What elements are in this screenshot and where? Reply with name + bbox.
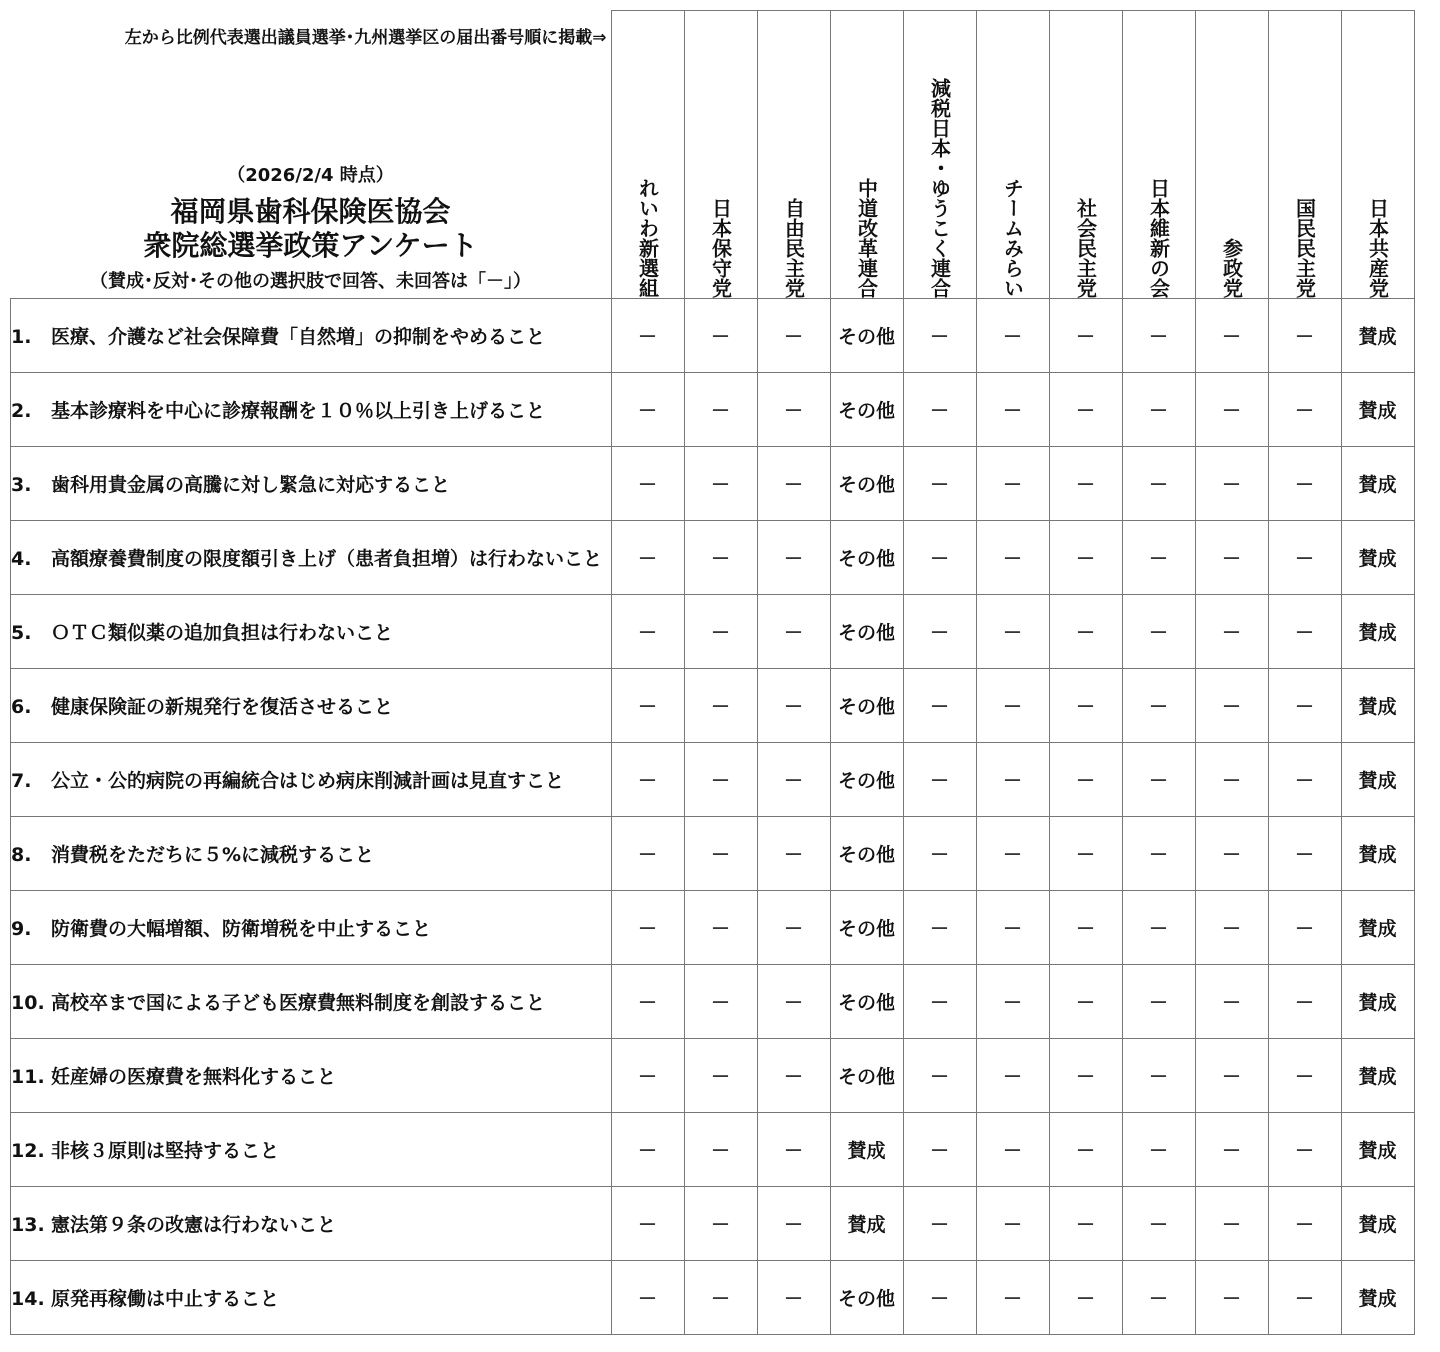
table-row (11, 1187, 1415, 1261)
answer-cell: － (1122, 965, 1195, 1039)
party-name: 国民民主党 (1292, 198, 1317, 298)
party-name: チームみらい (1000, 178, 1025, 298)
answer-cell: － (611, 1039, 684, 1113)
answer-cell: － (976, 1113, 1049, 1187)
answer-cell: － (903, 1187, 976, 1261)
question-cell (11, 1187, 612, 1261)
party-header (684, 11, 757, 299)
party-name: 社会民主党 (1073, 198, 1098, 298)
question-text: ＯＴＣ類似薬の追加負担は行わないこと (51, 622, 394, 644)
answer-cell: － (757, 1113, 830, 1187)
survey-table (10, 10, 1415, 1335)
answer-cell: － (1122, 447, 1195, 521)
answer-cell: － (1268, 447, 1341, 521)
party-name: 自由民主党 (781, 198, 806, 298)
answer-cell: － (1049, 595, 1122, 669)
question-cell (11, 743, 612, 817)
question-rows (11, 299, 1415, 1335)
answer-cell: － (757, 1039, 830, 1113)
answer-cell: － (1049, 891, 1122, 965)
question-number: 1. (11, 326, 32, 348)
answer-cell: － (684, 1039, 757, 1113)
answer-cell: 賛成 (1341, 669, 1414, 743)
title-cell (11, 11, 612, 299)
question-text: 医療、介護など社会保障費「自然増」の抑制をやめること (51, 326, 546, 348)
answer-cell: － (903, 1113, 976, 1187)
answer-cell: － (1122, 743, 1195, 817)
answer-cell: － (1049, 743, 1122, 817)
answer-cell: － (976, 965, 1049, 1039)
answer-cell: － (684, 373, 757, 447)
answer-cell: － (1268, 669, 1341, 743)
answer-cell: その他 (830, 1261, 903, 1335)
question-cell (11, 1039, 612, 1113)
table-row (11, 743, 1415, 817)
answer-cell: － (1268, 965, 1341, 1039)
question-cell (11, 1261, 612, 1335)
answer-cell: － (1122, 669, 1195, 743)
question-number: 6. (11, 696, 32, 718)
answer-cell: － (903, 1039, 976, 1113)
question-text: 公立・公的病院の再編統合はじめ病床削減計画は見直すこと (51, 770, 565, 792)
answer-cell: 賛成 (830, 1113, 903, 1187)
party-name: 日本共産党 (1365, 198, 1390, 298)
answer-cell: － (903, 299, 976, 373)
question-cell (11, 595, 612, 669)
answer-cell: － (903, 669, 976, 743)
answer-cell: － (976, 1039, 1049, 1113)
answer-cell: － (1195, 299, 1268, 373)
answer-cell: 賛成 (1341, 891, 1414, 965)
answer-cell: － (611, 447, 684, 521)
order-note: 左から比例代表選出議員選挙･九州選挙区の届出番号順に掲載⇒ (124, 27, 607, 48)
party-header (757, 11, 830, 299)
page-subtitle: 衆院総選挙政策アンケート (143, 228, 478, 262)
answer-cell: 賛成 (1341, 965, 1414, 1039)
answer-cell: － (1122, 373, 1195, 447)
answer-cell: － (1122, 1113, 1195, 1187)
question-number: 8. (11, 844, 32, 866)
answer-cell: － (1049, 817, 1122, 891)
answer-cell: － (1122, 1187, 1195, 1261)
answer-cell: その他 (830, 299, 903, 373)
question-number: 11. (11, 1066, 45, 1088)
answer-cell: 賛成 (830, 1187, 903, 1261)
answer-cell: － (757, 965, 830, 1039)
answer-cell: － (684, 669, 757, 743)
party-name: 日本維新の会 (1146, 178, 1171, 298)
answer-cell: その他 (830, 669, 903, 743)
question-number: 13. (11, 1214, 45, 1236)
question-text: 非核３原則は堅持すること (51, 1140, 280, 1162)
answer-cell: － (903, 743, 976, 817)
question-text: 憲法第９条の改憲は行わないこと (51, 1214, 337, 1236)
table-row (11, 1113, 1415, 1187)
question-text: 妊産婦の医療費を無料化すること (51, 1066, 337, 1088)
answer-cell: － (684, 299, 757, 373)
party-name: れいわ新選組 (635, 178, 660, 298)
answer-cell: － (757, 669, 830, 743)
answer-cell: － (976, 743, 1049, 817)
header-row (11, 11, 1415, 299)
answer-cell: 賛成 (1341, 1113, 1414, 1187)
answer-cell: － (757, 595, 830, 669)
table-row (11, 1261, 1415, 1335)
question-number: 5. (11, 622, 32, 644)
answer-cell: － (903, 595, 976, 669)
question-number: 12. (11, 1140, 45, 1162)
answer-cell: － (1268, 817, 1341, 891)
answer-cell: － (1049, 1187, 1122, 1261)
answer-cell: － (1195, 373, 1268, 447)
answer-cell: － (903, 965, 976, 1039)
answer-cell: － (1268, 1187, 1341, 1261)
answer-cell: － (684, 595, 757, 669)
answer-cell: － (1195, 595, 1268, 669)
party-header (976, 11, 1049, 299)
answer-cell: － (1268, 595, 1341, 669)
answer-cell: － (1268, 743, 1341, 817)
answer-cell: － (1268, 891, 1341, 965)
answer-cell: － (611, 299, 684, 373)
answer-cell: － (1195, 891, 1268, 965)
answer-cell: その他 (830, 743, 903, 817)
answer-cell: － (1049, 299, 1122, 373)
answer-cell: － (611, 965, 684, 1039)
answer-cell: － (903, 817, 976, 891)
answer-cell: 賛成 (1341, 373, 1414, 447)
question-number: 4. (11, 548, 32, 570)
answer-cell: － (611, 891, 684, 965)
answer-cell: その他 (830, 595, 903, 669)
answer-cell: － (976, 447, 1049, 521)
answer-cell: － (976, 373, 1049, 447)
answer-cell: － (1122, 521, 1195, 595)
answer-cell: － (757, 521, 830, 595)
answer-cell: － (1195, 1113, 1268, 1187)
answer-cell: － (684, 965, 757, 1039)
question-number: 9. (11, 918, 32, 940)
answer-cell: － (1195, 669, 1268, 743)
answer-cell: － (1268, 1039, 1341, 1113)
table-row (11, 965, 1415, 1039)
answer-cell: その他 (830, 891, 903, 965)
answer-cell: － (1268, 521, 1341, 595)
answer-cell: － (1195, 817, 1268, 891)
question-text: 高額療養費制度の限度額引き上げ（患者負担増）は行わないこと (51, 548, 603, 570)
question-text: 基本診療料を中心に診療報酬を１０％以上引き上げること (51, 400, 546, 422)
answer-cell: － (976, 891, 1049, 965)
question-text: 防衛費の大幅増額、防衛増税を中止すること (51, 918, 432, 940)
answer-cell: － (611, 669, 684, 743)
answer-cell: － (611, 373, 684, 447)
answer-cell: － (684, 521, 757, 595)
question-cell (11, 817, 612, 891)
question-number: 10. (11, 992, 45, 1014)
answer-cell: － (1049, 521, 1122, 595)
party-name: 日本保守党 (708, 198, 733, 298)
answer-cell: その他 (830, 521, 903, 595)
answer-cell: 賛成 (1341, 595, 1414, 669)
answer-cell: － (976, 595, 1049, 669)
party-header (1195, 11, 1268, 299)
party-name: 参政党 (1219, 238, 1244, 298)
answer-cell: 賛成 (1341, 817, 1414, 891)
answer-cell: 賛成 (1341, 1187, 1414, 1261)
answer-note: （賛成･反対･その他の選択肢で回答、未回答は「－」） (90, 270, 531, 292)
answer-cell: － (757, 817, 830, 891)
answer-cell: － (903, 447, 976, 521)
question-cell (11, 521, 612, 595)
answer-cell: － (684, 1187, 757, 1261)
answer-cell: － (611, 743, 684, 817)
question-text: 健康保険証の新規発行を復活させること (51, 696, 394, 718)
table-row (11, 669, 1415, 743)
answer-cell: その他 (830, 373, 903, 447)
party-header (1122, 11, 1195, 299)
answer-cell: － (1049, 669, 1122, 743)
answer-cell: － (976, 817, 1049, 891)
answer-cell: － (1195, 1187, 1268, 1261)
answer-cell: － (976, 1261, 1049, 1335)
answer-cell: － (903, 521, 976, 595)
table-row (11, 595, 1415, 669)
party-name: 減税日本・ゆうこく連合 (927, 78, 952, 298)
title-block (11, 161, 611, 293)
answer-cell: － (1268, 1113, 1341, 1187)
answer-cell: － (976, 669, 1049, 743)
answer-cell: － (684, 1113, 757, 1187)
answer-cell: － (1049, 965, 1122, 1039)
as-of-date: （2026/2/4 時点） (227, 164, 394, 186)
answer-cell: － (1049, 1113, 1122, 1187)
answer-cell: － (1122, 1261, 1195, 1335)
answer-cell: － (1195, 1261, 1268, 1335)
answer-cell: 賛成 (1341, 521, 1414, 595)
answer-cell: － (757, 299, 830, 373)
table-row (11, 521, 1415, 595)
answer-cell: － (1122, 891, 1195, 965)
answer-cell: － (611, 1113, 684, 1187)
answer-cell: － (684, 891, 757, 965)
answer-cell: － (1049, 1039, 1122, 1113)
question-cell (11, 669, 612, 743)
answer-cell: － (1049, 373, 1122, 447)
answer-cell: － (684, 1261, 757, 1335)
answer-cell: － (1049, 1261, 1122, 1335)
question-text: 消費税をただちに５%に減税すること (51, 844, 375, 866)
table-row (11, 447, 1415, 521)
party-header (830, 11, 903, 299)
answer-cell: － (903, 1261, 976, 1335)
question-number: 3. (11, 474, 32, 496)
party-header (1049, 11, 1122, 299)
answer-cell: － (611, 521, 684, 595)
question-number: 2. (11, 400, 32, 422)
answer-cell: 賛成 (1341, 447, 1414, 521)
question-cell (11, 299, 612, 373)
answer-cell: － (611, 1187, 684, 1261)
answer-cell: － (757, 373, 830, 447)
answer-cell: 賛成 (1341, 1261, 1414, 1335)
answer-cell: － (1268, 299, 1341, 373)
answer-cell: － (757, 1261, 830, 1335)
table-row (11, 1039, 1415, 1113)
answer-cell: － (684, 743, 757, 817)
page-title: 福岡県歯科保険医協会 (170, 194, 451, 228)
answer-cell: 賛成 (1341, 743, 1414, 817)
table-row (11, 299, 1415, 373)
answer-cell: － (1122, 299, 1195, 373)
answer-cell: その他 (830, 447, 903, 521)
answer-cell: 賛成 (1341, 299, 1414, 373)
question-cell (11, 891, 612, 965)
answer-cell: － (976, 1187, 1049, 1261)
question-text: 高校卒まで国による子ども医療費無料制度を創設すること (51, 992, 546, 1014)
answer-cell: － (757, 447, 830, 521)
answer-cell: － (757, 743, 830, 817)
answer-cell: － (1195, 521, 1268, 595)
question-cell (11, 447, 612, 521)
question-number: 14. (11, 1288, 45, 1310)
answer-cell: － (611, 817, 684, 891)
question-cell (11, 373, 612, 447)
answer-cell: － (684, 447, 757, 521)
party-name: 中道改革連合 (854, 178, 879, 298)
answer-cell: － (757, 1187, 830, 1261)
answer-cell: － (1268, 373, 1341, 447)
answer-cell: － (757, 891, 830, 965)
answer-cell: － (611, 595, 684, 669)
answer-cell: － (1122, 595, 1195, 669)
answer-cell: － (1195, 1039, 1268, 1113)
answer-cell: その他 (830, 965, 903, 1039)
answer-cell: － (903, 373, 976, 447)
table-row (11, 891, 1415, 965)
answer-cell: － (611, 1261, 684, 1335)
party-header (903, 11, 976, 299)
answer-cell: － (684, 817, 757, 891)
answer-cell: － (1049, 447, 1122, 521)
answer-cell: － (1195, 965, 1268, 1039)
question-cell (11, 965, 612, 1039)
table-row (11, 373, 1415, 447)
question-text: 原発再稼働は中止すること (51, 1288, 280, 1310)
question-cell (11, 1113, 612, 1187)
answer-cell: － (1195, 743, 1268, 817)
answer-cell: － (976, 521, 1049, 595)
party-header (1341, 11, 1414, 299)
answer-cell: その他 (830, 1039, 903, 1113)
party-header (611, 11, 684, 299)
answer-cell: 賛成 (1341, 1039, 1414, 1113)
question-number: 7. (11, 770, 32, 792)
answer-cell: － (976, 299, 1049, 373)
answer-cell: その他 (830, 817, 903, 891)
answer-cell: － (1268, 1261, 1341, 1335)
answer-cell: － (1122, 817, 1195, 891)
question-text: 歯科用貴金属の高騰に対し緊急に対応すること (51, 474, 451, 496)
answer-cell: － (1122, 1039, 1195, 1113)
answer-cell: － (1195, 447, 1268, 521)
table-row (11, 817, 1415, 891)
answer-cell: － (903, 891, 976, 965)
party-header (1268, 11, 1341, 299)
